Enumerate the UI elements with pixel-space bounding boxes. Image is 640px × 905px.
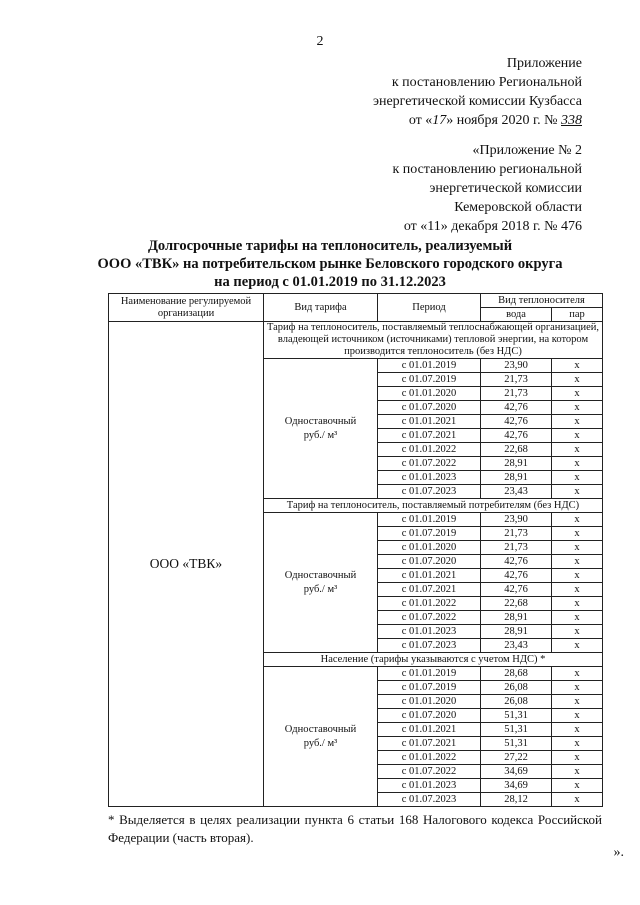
appendix-number: 338 <box>561 113 582 128</box>
period-cell: с 01.07.2020 <box>378 709 481 723</box>
appendix2-header <box>282 141 582 236</box>
header-tariff-type: Вид тарифа <box>264 294 378 322</box>
period-cell: с 01.07.2023 <box>378 639 481 653</box>
appendix-date-suffix: » ноября 2020 г. № <box>446 113 558 128</box>
period-cell: с 01.01.2023 <box>378 779 481 793</box>
tariff-type-cell <box>264 513 378 653</box>
section-title: Тариф на теплоноситель, поставляемый потребителям (без НДС) <box>264 499 603 513</box>
tariff-kind: Одноставочный <box>284 723 357 735</box>
tariff-table <box>108 293 603 807</box>
water-value-cell: 22,68 <box>481 597 552 611</box>
steam-value-cell: х <box>552 709 603 723</box>
tariff-unit: руб./ м³ <box>303 737 338 749</box>
footnote: * Выделяется в целях реализации пункта 6 статьи 168 Налогового кодекса Российской Федерации (часть вторая). <box>108 812 602 845</box>
tariff-kind: Одноставочный <box>284 569 357 581</box>
period-cell: с 01.07.2022 <box>378 611 481 625</box>
steam-value-cell: х <box>552 443 603 457</box>
period-cell: с 01.07.2019 <box>378 681 481 695</box>
steam-value-cell: х <box>552 429 603 443</box>
document-title <box>60 237 600 291</box>
appendix2-line: «Приложение № 2 <box>472 143 582 158</box>
section-row <box>109 322 603 359</box>
water-value-cell: 26,08 <box>481 681 552 695</box>
period-cell: с 01.07.2022 <box>378 457 481 471</box>
period-cell: с 01.07.2021 <box>378 737 481 751</box>
water-value-cell: 21,73 <box>481 373 552 387</box>
period-cell: с 01.01.2021 <box>378 723 481 737</box>
steam-value-cell: х <box>552 527 603 541</box>
water-value-cell: 28,91 <box>481 471 552 485</box>
steam-value-cell: х <box>552 359 603 373</box>
tariff-type-cell <box>264 359 378 499</box>
water-value-cell: 23,43 <box>481 639 552 653</box>
tariff-type-cell <box>264 667 378 807</box>
period-cell: с 01.01.2020 <box>378 541 481 555</box>
title-line: ООО «ТВК» на потребительском рынке Беловского городского округа <box>97 256 563 272</box>
period-cell: с 01.07.2023 <box>378 485 481 499</box>
steam-value-cell: х <box>552 569 603 583</box>
page-number: 2 <box>316 34 324 49</box>
period-cell: с 01.01.2022 <box>378 597 481 611</box>
water-value-cell: 28,91 <box>481 625 552 639</box>
steam-value-cell: х <box>552 415 603 429</box>
water-value-cell: 23,90 <box>481 359 552 373</box>
steam-value-cell: х <box>552 681 603 695</box>
header-water: вода <box>481 308 552 322</box>
water-value-cell: 42,76 <box>481 569 552 583</box>
period-cell: с 01.07.2020 <box>378 555 481 569</box>
water-value-cell: 42,76 <box>481 415 552 429</box>
water-value-cell: 34,69 <box>481 765 552 779</box>
water-value-cell: 42,76 <box>481 583 552 597</box>
steam-value-cell: х <box>552 373 603 387</box>
tariff-unit: руб./ м³ <box>303 429 338 441</box>
water-value-cell: 26,08 <box>481 695 552 709</box>
section-title: Население (тарифы указываются с учетом НДС) * <box>264 653 603 667</box>
period-cell: с 01.07.2022 <box>378 765 481 779</box>
steam-value-cell: х <box>552 471 603 485</box>
steam-value-cell: х <box>552 387 603 401</box>
period-cell: с 01.07.2019 <box>378 527 481 541</box>
water-value-cell: 42,76 <box>481 401 552 415</box>
steam-value-cell: х <box>552 779 603 793</box>
appendix2-line: от «11» декабря 2018 г. № 476 <box>403 219 582 234</box>
period-cell: с 01.01.2019 <box>378 359 481 373</box>
appendix-date-line <box>282 111 582 130</box>
steam-value-cell: х <box>552 485 603 499</box>
steam-value-cell: х <box>552 401 603 415</box>
steam-value-cell: х <box>552 513 603 527</box>
period-cell: с 01.01.2023 <box>378 471 481 485</box>
period-cell: с 01.07.2019 <box>378 373 481 387</box>
steam-value-cell: х <box>552 695 603 709</box>
tariff-table-body <box>109 322 603 807</box>
period-cell: с 01.01.2020 <box>378 387 481 401</box>
water-value-cell: 34,69 <box>481 779 552 793</box>
period-cell: с 01.01.2020 <box>378 695 481 709</box>
period-cell: с 01.01.2019 <box>378 667 481 681</box>
steam-value-cell: х <box>552 723 603 737</box>
appendix2-line: к постановлению региональной <box>392 162 582 177</box>
tariff-unit: руб./ м³ <box>303 583 338 595</box>
steam-value-cell: х <box>552 457 603 471</box>
steam-value-cell: х <box>552 541 603 555</box>
water-value-cell: 28,68 <box>481 667 552 681</box>
section-title: Тариф на теплоноситель, поставляемый теплоснабжающей организацией, владеющей источником (источниками) тепловой энергии, на котором производится теплоноситель (без НДС) <box>264 322 603 359</box>
appendix-header-line: к постановлению Региональной <box>391 75 582 90</box>
header-period: Период <box>378 294 481 322</box>
title-line: Долгосрочные тарифы на теплоноситель, реализуемый <box>147 238 513 254</box>
steam-value-cell: х <box>552 751 603 765</box>
water-value-cell: 51,31 <box>481 709 552 723</box>
steam-value-cell: х <box>552 765 603 779</box>
period-cell: с 01.01.2022 <box>378 443 481 457</box>
header-carrier-group: Вид теплоносителя <box>481 294 603 308</box>
closing-mark: ». <box>613 845 624 860</box>
water-value-cell: 21,73 <box>481 541 552 555</box>
steam-value-cell: х <box>552 611 603 625</box>
appendix-date-prefix: от « <box>408 113 433 128</box>
title-line: на период с 01.01.2019 по 31.12.2023 <box>214 274 446 290</box>
water-value-cell: 28,91 <box>481 611 552 625</box>
steam-value-cell: х <box>552 583 603 597</box>
water-value-cell: 21,73 <box>481 387 552 401</box>
appendix2-line: Кемеровской области <box>454 200 582 215</box>
period-cell: с 01.01.2021 <box>378 569 481 583</box>
water-value-cell: 28,91 <box>481 457 552 471</box>
water-value-cell: 22,68 <box>481 443 552 457</box>
steam-value-cell: х <box>552 639 603 653</box>
period-cell: с 01.07.2023 <box>378 793 481 807</box>
steam-value-cell: х <box>552 667 603 681</box>
water-value-cell: 23,43 <box>481 485 552 499</box>
org-name-cell: ООО «ТВК» <box>109 322 264 807</box>
water-value-cell: 42,76 <box>481 555 552 569</box>
period-cell: с 01.07.2020 <box>378 401 481 415</box>
period-cell: с 01.01.2023 <box>378 625 481 639</box>
period-cell: с 01.07.2021 <box>378 583 481 597</box>
appendix-header-line: энергетической комиссии Кузбасса <box>372 94 582 109</box>
water-value-cell: 23,90 <box>481 513 552 527</box>
period-cell: с 01.01.2022 <box>378 751 481 765</box>
steam-value-cell: х <box>552 737 603 751</box>
appendix-header <box>282 54 582 130</box>
water-value-cell: 51,31 <box>481 723 552 737</box>
period-cell: с 01.01.2019 <box>378 513 481 527</box>
tariff-kind: Одноставочный <box>284 415 357 427</box>
period-cell: с 01.07.2021 <box>378 429 481 443</box>
header-org: Наименование регулируемой организации <box>109 294 264 322</box>
water-value-cell: 51,31 <box>481 737 552 751</box>
appendix2-line: энергетической комиссии <box>429 181 582 196</box>
water-value-cell: 21,73 <box>481 527 552 541</box>
steam-value-cell: х <box>552 793 603 807</box>
steam-value-cell: х <box>552 597 603 611</box>
period-cell: с 01.01.2021 <box>378 415 481 429</box>
header-steam: пар <box>552 308 603 322</box>
steam-value-cell: х <box>552 625 603 639</box>
steam-value-cell: х <box>552 555 603 569</box>
water-value-cell: 27,22 <box>481 751 552 765</box>
appendix-date-day: 17 <box>432 113 447 128</box>
appendix-header-line: Приложение <box>506 56 582 71</box>
water-value-cell: 28,12 <box>481 793 552 807</box>
water-value-cell: 42,76 <box>481 429 552 443</box>
